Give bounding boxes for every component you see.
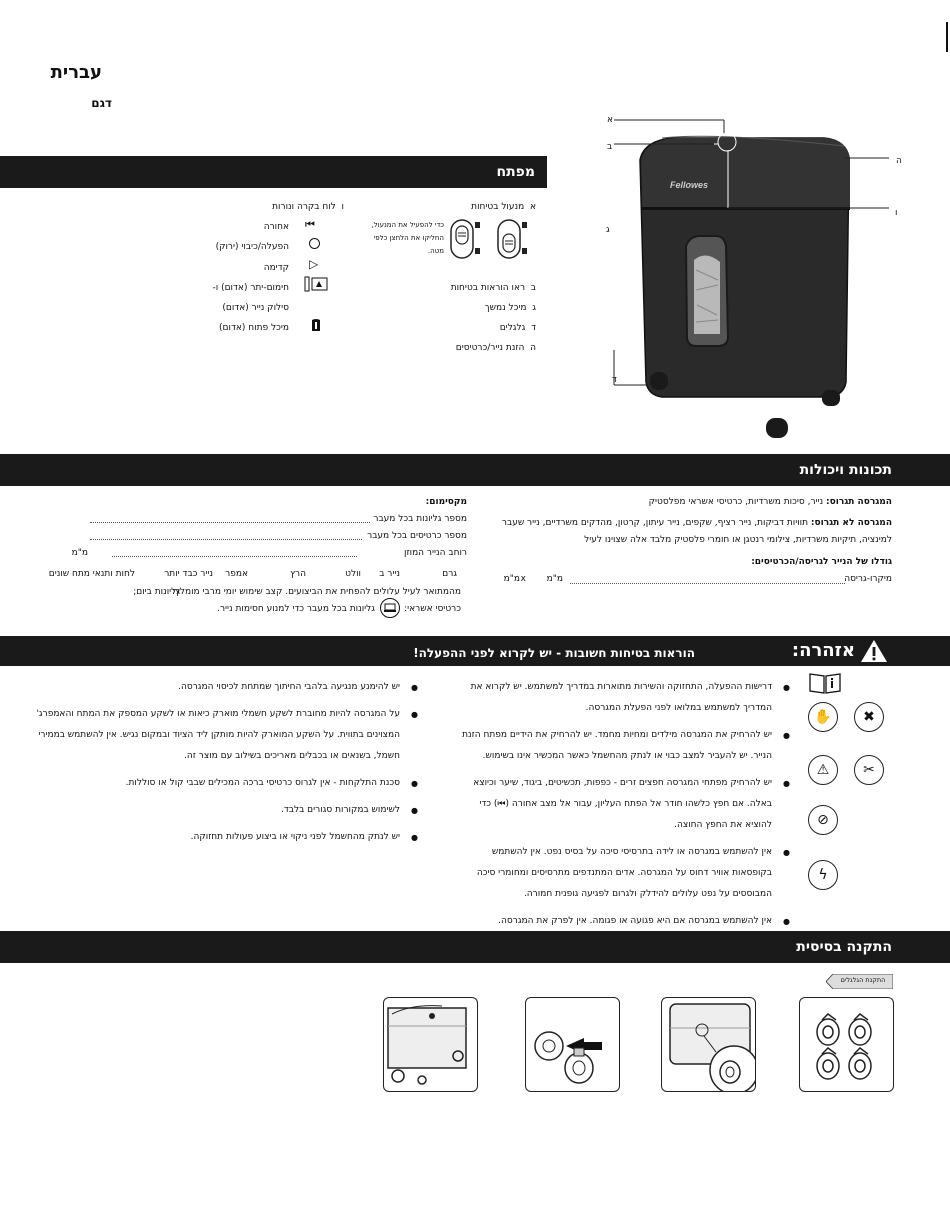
micro-unit-x: x (520, 574, 526, 584)
electric-shock-icon: ϟ (808, 860, 838, 890)
callout-d: ד (612, 375, 617, 385)
max-row-width-dots (112, 556, 357, 557)
key-section-title: מפתח (496, 164, 535, 180)
setup-step-upright (383, 997, 478, 1092)
panel-item-power: הפעלה/כיבוי (ירוק) (215, 242, 289, 252)
callout-g: ג (606, 225, 610, 235)
shredder-illustration (604, 110, 904, 445)
callout-a: א (607, 115, 614, 125)
max-row-width: רוחב הנייר המוזן (404, 548, 467, 558)
no-aerosol-icon: ⊘ (808, 805, 838, 835)
casters-icon (799, 998, 893, 1092)
setup-step-casters (799, 997, 894, 1092)
warning-left-item: ● לשימוש במקורות סגורים בלבד. (23, 800, 418, 821)
key-item-a: א מנעול בטיחות (471, 202, 536, 212)
panel-item-overheat: חימום-יתר (אדום) ו- (212, 283, 289, 293)
warning-triangle-icon (860, 639, 888, 663)
page-edge-mark (946, 22, 948, 52)
warning-right-item: ● יש להרחיק מפתחי המגרסה חפצים זרים - כפפות, תכשיטים, ביגוד, שיער וכיוצא באלה. אם חפץ כלשהו חודר אל הפתח העליון, עבור אל מצב אחורה (⏮) כדי להוציא את החפץ החוצה. (460, 773, 790, 836)
lock-slider-icon (446, 218, 536, 262)
no-shred-row: המגרסה לא תגרוס: תוויות דביקות, נייר רציף, שקפים, נייר עיתון, קרטון, מהדקים משרדיים, נייר שעבר (501, 518, 892, 528)
cards-label: כרטיסי אשראי: (404, 604, 461, 614)
warning-title: אזהרה: (791, 640, 855, 661)
key-item-g: ג מיכל נמשך (484, 303, 536, 313)
setup-title: התקנה בסיסית (796, 939, 892, 955)
no-hands-icon: ✋ (808, 702, 838, 732)
setup-bar (0, 931, 950, 963)
max-row-cards-dots (90, 539, 362, 540)
usage-note: מהמתואר לעיל עלולים להפחית את הביצועים. קצב שימוש יומי מרבי מומלץ: (171, 587, 461, 597)
warning-left-item: ● יש לנתק מהחשמל לפני ניקוי או ביצוע פעולות תחזוקה. (23, 827, 418, 848)
overheat-icon (304, 276, 328, 292)
warning-right-item: ● אין להשתמש במגרסה או לידה בתרסיסי סיכה על בסיס נפט. אין להשתמש בקופסאות אוויר דחוס על המגרסה. אדים המתנדפים מתרסיסים ומחומרי סיכה המבוססים על נפט עלולים להידלק ולגרום לפגיעה גופנית חמורה. (460, 842, 790, 905)
panel-header: ו לוח בקרה ונורות (272, 202, 344, 212)
setup-step-flip (661, 997, 756, 1092)
callout-v: ו (895, 208, 898, 218)
max-row-cards: מספר כרטיסים בכל מעבר (367, 531, 467, 541)
spec-gram: גרם (442, 569, 457, 579)
warning-right-item: ● דרישות ההפעלה, התחזוקה והשירות מתוארות במדריך למשתמש. יש לקרוא את המדריך למשתמש במלואו לפני הפעלת המגרסה. (460, 677, 790, 719)
lock-illustration (446, 218, 536, 262)
micro-unit-2: מ"מ (503, 574, 520, 584)
setup-tag (826, 974, 893, 989)
max-row-width-unit: מ"מ (71, 548, 88, 558)
micro-unit-1: מ"מ (546, 574, 563, 584)
max-label: מקסימום: (425, 497, 467, 507)
no-ties-icon: ✂ (854, 755, 884, 785)
no-jewelry-icon: ⚠ (808, 755, 838, 785)
spec-humidity: לחות ותנאי מתח שונים (48, 569, 135, 579)
card-icon (380, 598, 400, 618)
spec-paper: נייר ב (379, 569, 400, 579)
spec-volt: וולט (345, 569, 361, 579)
warning-subtitle: הוראות בטיחות חשובות - יש לקרוא לפני ההפעלה! (413, 646, 695, 660)
usage-value: גליונות ביום; (133, 587, 180, 597)
svg-text:Fellowes: Fellowes (670, 180, 709, 190)
reverse-icon: ⏮ (305, 218, 315, 231)
warning-right-item: ● אין להשתמש במגרסה אם היא פגועה או פגומה. אין לפרק את המגרסה. (460, 911, 790, 953)
key-item-d: ד גלגלים (499, 323, 536, 333)
max-row-sheets-dots (90, 522, 370, 523)
cards-text: גליונות בכל מעבר כדי למנוע חסימות נייר. (217, 604, 375, 614)
key-item-h: ה הזנת נייר/כרטיסים (455, 343, 536, 353)
spec-amp: אמפר (225, 569, 248, 579)
spec-hertz: הרץ (290, 569, 306, 579)
warning-left-item: ● סכנת התלקחות - אין לגרוס כרטיסי ברכה המכילים שבבי קול או סוללות. (23, 773, 418, 794)
no-shred-row-2: למינציה, תיקיות משרדיות, צילומי רנטגן או חומרי פלסטיק מלבד אלה שצוינו לעיל (584, 535, 892, 545)
warning-left-item: ● יש להימנע מנגיעה בלהבי החיתוך שמתחת לכיסוי המגרסה. (23, 677, 418, 698)
language-title: עברית (50, 62, 102, 83)
panel-item-forward: קדימה (263, 263, 289, 273)
size-label: גודלו של הנייר לגריסה/הכרטיסים: (751, 557, 892, 567)
spec-heavier: נייר כבד יותר (164, 569, 213, 579)
forward-icon: ▷ (309, 257, 319, 271)
micro-dots (570, 583, 845, 584)
bin-open-icon (311, 318, 321, 332)
warning-right-list (460, 677, 790, 959)
panel-item-bin-open: מיכל פתוח (אדום) (219, 323, 289, 333)
micro-label: מיקרו-גריסה (844, 574, 892, 584)
shredder-base-icon (661, 998, 755, 1092)
features-bar (0, 454, 950, 486)
power-icon (309, 238, 320, 249)
manual-icon (808, 671, 842, 695)
max-row-sheets: מספר גליונות בכל מעבר (373, 514, 467, 524)
lock-note: כדי להפעיל את המנעול, החליקו את הלחצן כלפי מטה. (371, 221, 444, 255)
model-label: דגם (91, 96, 112, 110)
panel-item-reverse: אחורה (263, 222, 289, 232)
key-section-bar (0, 156, 547, 188)
setup-tag-label: התקנת הגלגלים (840, 976, 886, 984)
panel-item-paperjam: סילוק נייר (אדום) (222, 303, 289, 313)
warning-right-item: ● יש להרחיק את המגרסה מילדים ומחיות מחמד. יש להרחיק את הידיים מפתח הזנת הנייר. יש להעביר למצב כבוי או לנתק מהחשמל כאשר המכשיר אינו בשימוש. (460, 725, 790, 767)
shredder-upright-icon (383, 998, 477, 1092)
callout-h: ה (896, 156, 902, 166)
callout-b: ב (607, 142, 613, 152)
warning-left-list (23, 677, 418, 854)
key-item-b: ב ראו הוראות בטיחות (450, 283, 536, 293)
setup-step-insert (525, 997, 620, 1092)
insert-caster-icon (525, 998, 619, 1092)
features-title: תכונות ויכולות (799, 462, 892, 478)
no-children-icon: ✖ (854, 702, 884, 732)
warning-left-item: ● על המגרסה להיות מחוברת לשקע חשמלי מוארק כיאות או לשקע המספק את המתח והאמפרג' המצוינים בתווית. על השקע המוארק להיות מותקן ליד הציוד ובמקום נגיש. אין להשתמש בממירי חשמל, בשנאים או בכבלים מאריכים בשילוב עם מוצר זה. (23, 704, 418, 767)
shreds-row: המגרסה תגרוס: נייר, סיכות משרדיות, כרטיסי אשראי מפלסטיק (648, 497, 892, 507)
